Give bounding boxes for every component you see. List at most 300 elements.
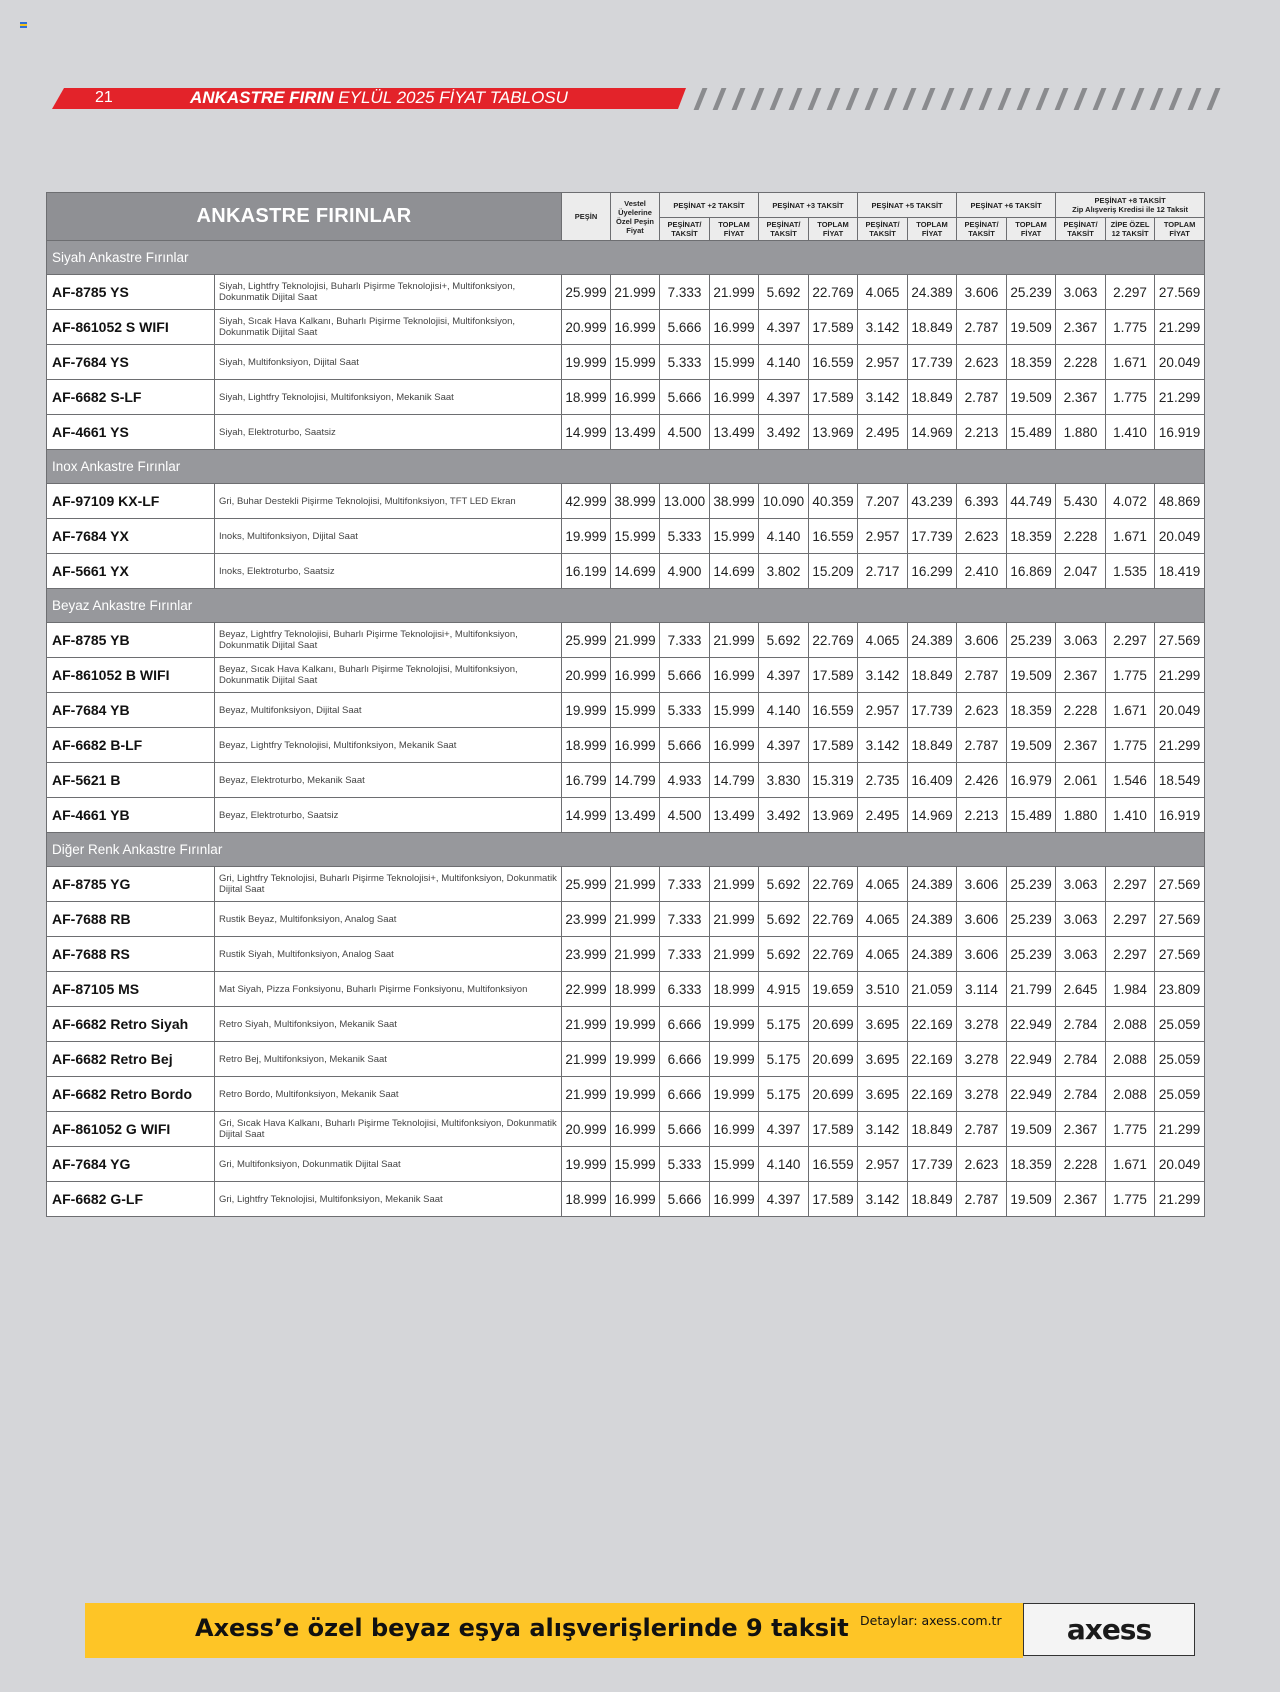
price-cell: 20.699 [809, 1007, 858, 1042]
price-cell: 18.849 [908, 380, 957, 415]
stripe-decoration [1017, 88, 1031, 110]
price-cell: 1.775 [1106, 1182, 1155, 1217]
price-cell: 3.114 [957, 972, 1007, 1007]
table-row [47, 519, 1205, 554]
price-cell: 3.142 [858, 728, 908, 763]
price-cell: 3.606 [957, 275, 1007, 310]
price-cell: 3.695 [858, 1007, 908, 1042]
price-cell: 21.999 [562, 1077, 611, 1112]
price-cell: 1.410 [1106, 415, 1155, 450]
price-cell: 21.999 [710, 275, 759, 310]
model-cell: AF-7684 YX [47, 519, 215, 554]
price-cell: 2.047 [1056, 554, 1106, 589]
price-cell: 16.919 [1155, 798, 1205, 833]
price-cell: 5.333 [660, 345, 710, 380]
description-cell: Rustik Siyah, Multifonksiyon, Analog Saat [215, 937, 562, 972]
price-cell: 7.333 [660, 867, 710, 902]
price-cell: 19.999 [611, 1007, 660, 1042]
price-cell: 6.666 [660, 1077, 710, 1112]
price-cell: 1.984 [1106, 972, 1155, 1007]
stripe-decoration [998, 88, 1012, 110]
price-cell: 2.784 [1056, 1042, 1106, 1077]
price-cell: 16.559 [809, 345, 858, 380]
model-cell: AF-7684 YG [47, 1147, 215, 1182]
col-vestel-price: Vestel Üyelerine Özel Peşin Fiyat [611, 193, 660, 241]
table-row [47, 937, 1205, 972]
price-cell: 2.367 [1056, 380, 1106, 415]
price-cell: 19.999 [562, 693, 611, 728]
price-cell: 4.397 [759, 1112, 809, 1147]
price-cell: 15.319 [809, 763, 858, 798]
price-cell: 1.410 [1106, 798, 1155, 833]
price-cell: 21.999 [611, 937, 660, 972]
price-cell: 21.999 [611, 275, 660, 310]
price-cell: 5.333 [660, 519, 710, 554]
price-cell: 25.239 [1007, 937, 1056, 972]
price-cell: 3.606 [957, 902, 1007, 937]
price-cell: 2.787 [957, 1112, 1007, 1147]
price-cell: 4.915 [759, 972, 809, 1007]
axess-logo: axess [1066, 1613, 1152, 1646]
stripe-decoration [713, 88, 727, 110]
price-cell: 2.297 [1106, 937, 1155, 972]
price-cell: 4.065 [858, 867, 908, 902]
price-cell: 22.769 [809, 275, 858, 310]
description-cell: Siyah, Lightfry Teknolojisi, Multifonksiyon, Mekanik Saat [215, 380, 562, 415]
price-cell: 3.492 [759, 415, 809, 450]
price-cell: 3.063 [1056, 902, 1106, 937]
price-cell: 27.569 [1155, 275, 1205, 310]
price-cell: 1.880 [1056, 415, 1106, 450]
price-cell: 43.239 [908, 484, 957, 519]
price-cell: 1.775 [1106, 310, 1155, 345]
price-cell: 18.999 [562, 380, 611, 415]
price-cell: 7.333 [660, 902, 710, 937]
price-cell: 21.999 [611, 902, 660, 937]
price-cell: 3.142 [858, 658, 908, 693]
price-cell: 20.999 [562, 1112, 611, 1147]
table-row [47, 763, 1205, 798]
price-cell: 16.919 [1155, 415, 1205, 450]
price-cell: 22.949 [1007, 1007, 1056, 1042]
price-cell: 15.999 [611, 693, 660, 728]
price-cell: 16.999 [710, 728, 759, 763]
table-row [47, 1182, 1205, 1217]
price-cell: 27.569 [1155, 937, 1205, 972]
price-cell: 6.666 [660, 1042, 710, 1077]
table-row [47, 554, 1205, 589]
price-cell: 2.410 [957, 554, 1007, 589]
price-cell: 16.999 [611, 1182, 660, 1217]
price-cell: 18.999 [611, 972, 660, 1007]
table-row [47, 693, 1205, 728]
price-cell: 10.090 [759, 484, 809, 519]
price-cell: 18.999 [710, 972, 759, 1007]
price-cell: 14.999 [562, 415, 611, 450]
price-cell: 17.589 [809, 1112, 858, 1147]
price-cell: 44.749 [1007, 484, 1056, 519]
model-cell: AF-87105 MS [47, 972, 215, 1007]
table-row [47, 1042, 1205, 1077]
price-cell: 18.359 [1007, 519, 1056, 554]
sub-pesinat: PEŞİNAT/ TAKSİT [858, 218, 908, 241]
price-cell: 5.175 [759, 1007, 809, 1042]
price-cell: 4.397 [759, 380, 809, 415]
stripe-decoration [770, 88, 784, 110]
price-cell: 19.509 [1007, 380, 1056, 415]
price-cell: 2.088 [1106, 1007, 1155, 1042]
model-cell: AF-861052 G WIFI [47, 1112, 215, 1147]
price-cell: 1.880 [1056, 798, 1106, 833]
price-cell: 3.142 [858, 1112, 908, 1147]
price-cell: 19.999 [611, 1042, 660, 1077]
price-cell: 16.999 [611, 1112, 660, 1147]
price-cell: 18.359 [1007, 345, 1056, 380]
price-cell: 3.142 [858, 310, 908, 345]
table-row [47, 728, 1205, 763]
model-cell: AF-7688 RB [47, 902, 215, 937]
price-cell: 21.299 [1155, 658, 1205, 693]
price-cell: 6.333 [660, 972, 710, 1007]
model-cell: AF-861052 S WIFI [47, 310, 215, 345]
model-cell: AF-6682 Retro Bordo [47, 1077, 215, 1112]
price-cell: 15.489 [1007, 798, 1056, 833]
price-cell: 4.140 [759, 519, 809, 554]
price-cell: 4.397 [759, 1182, 809, 1217]
price-cell: 5.666 [660, 310, 710, 345]
sub-pesinat: PEŞİNAT/ TAKSİT [660, 218, 710, 241]
description-cell: Retro Bej, Multifonksiyon, Mekanik Saat [215, 1042, 562, 1077]
sub-toplam: TOPLAM FİYAT [908, 218, 957, 241]
price-cell: 15.999 [611, 1147, 660, 1182]
price-cell: 14.999 [562, 798, 611, 833]
price-cell: 13.969 [809, 415, 858, 450]
price-cell: 24.389 [908, 902, 957, 937]
price-cell: 2.495 [858, 415, 908, 450]
price-cell: 2.061 [1056, 763, 1106, 798]
price-cell: 2.297 [1106, 867, 1155, 902]
price-cell: 1.671 [1106, 693, 1155, 728]
price-cell: 3.695 [858, 1077, 908, 1112]
price-cell: 1.775 [1106, 1112, 1155, 1147]
section-header-row [47, 241, 1205, 275]
price-cell: 13.499 [710, 415, 759, 450]
model-cell: AF-861052 B WIFI [47, 658, 215, 693]
price-cell: 14.799 [710, 763, 759, 798]
price-cell: 19.999 [611, 1077, 660, 1112]
price-cell: 16.799 [562, 763, 611, 798]
description-cell: Beyaz, Lightfry Teknolojisi, Multifonksiyon, Mekanik Saat [215, 728, 562, 763]
price-cell: 22.769 [809, 937, 858, 972]
price-cell: 21.999 [611, 867, 660, 902]
price-cell: 2.088 [1106, 1077, 1155, 1112]
price-cell: 3.278 [957, 1077, 1007, 1112]
table-row [47, 658, 1205, 693]
description-cell: Beyaz, Multifonksiyon, Dijital Saat [215, 693, 562, 728]
footer-headline: Axess’e özel beyaz eşya alışverişlerinde 9 taksit [195, 1614, 849, 1642]
price-cell: 4.065 [858, 623, 908, 658]
price-cell: 48.869 [1155, 484, 1205, 519]
price-cell: 3.695 [858, 1042, 908, 1077]
price-cell: 2.645 [1056, 972, 1106, 1007]
price-cell: 3.606 [957, 623, 1007, 658]
price-cell: 25.059 [1155, 1042, 1205, 1077]
price-cell: 4.900 [660, 554, 710, 589]
description-cell: Inoks, Elektroturbo, Saatsiz [215, 554, 562, 589]
price-cell: 18.849 [908, 658, 957, 693]
price-cell: 16.999 [611, 310, 660, 345]
price-cell: 42.999 [562, 484, 611, 519]
price-cell: 21.999 [611, 623, 660, 658]
price-cell: 17.739 [908, 345, 957, 380]
price-cell: 17.589 [809, 658, 858, 693]
model-cell: AF-7684 YB [47, 693, 215, 728]
price-cell: 5.333 [660, 693, 710, 728]
description-cell: Gri, Multifonksiyon, Dokunmatik Dijital Saat [215, 1147, 562, 1182]
price-cell: 3.278 [957, 1007, 1007, 1042]
stripe-decoration [941, 88, 955, 110]
price-cell: 15.209 [809, 554, 858, 589]
description-cell: Inoks, Multifonksiyon, Dijital Saat [215, 519, 562, 554]
price-cell: 2.495 [858, 798, 908, 833]
price-cell: 17.589 [809, 1182, 858, 1217]
price-cell: 2.367 [1056, 658, 1106, 693]
price-cell: 13.969 [809, 798, 858, 833]
price-cell: 20.999 [562, 658, 611, 693]
price-cell: 16.999 [710, 658, 759, 693]
price-cell: 24.389 [908, 937, 957, 972]
table-row [47, 972, 1205, 1007]
price-cell: 22.769 [809, 902, 858, 937]
price-cell: 1.775 [1106, 658, 1155, 693]
price-cell: 14.699 [611, 554, 660, 589]
price-cell: 4.140 [759, 693, 809, 728]
price-cell: 2.787 [957, 1182, 1007, 1217]
stripe-decoration [865, 88, 879, 110]
price-cell: 19.659 [809, 972, 858, 1007]
table-row [47, 1077, 1205, 1112]
price-cell: 15.999 [710, 1147, 759, 1182]
price-cell: 15.999 [611, 519, 660, 554]
section-header-row [47, 450, 1205, 484]
price-cell: 22.949 [1007, 1042, 1056, 1077]
price-cell: 40.359 [809, 484, 858, 519]
section-title: Inox Ankastre Fırınlar [47, 450, 1205, 484]
price-cell: 25.999 [562, 867, 611, 902]
stripe-decoration [922, 88, 936, 110]
price-cell: 21.999 [710, 902, 759, 937]
description-cell: Gri, Buhar Destekli Pişirme Teknolojisi, Multifonksiyon, TFT LED Ekran [215, 484, 562, 519]
price-cell: 16.999 [611, 380, 660, 415]
price-cell: 17.739 [908, 1147, 957, 1182]
price-cell: 25.239 [1007, 275, 1056, 310]
price-cell: 18.849 [908, 1112, 957, 1147]
model-cell: AF-6682 G-LF [47, 1182, 215, 1217]
price-cell: 3.802 [759, 554, 809, 589]
price-cell: 14.969 [908, 415, 957, 450]
description-cell: Rustik Beyaz, Multifonksiyon, Analog Saat [215, 902, 562, 937]
price-cell: 19.999 [710, 1077, 759, 1112]
table-row [47, 484, 1205, 519]
section-header-row [47, 589, 1205, 623]
price-cell: 4.065 [858, 937, 908, 972]
price-cell: 27.569 [1155, 623, 1205, 658]
section-title: Siyah Ankastre Fırınlar [47, 241, 1205, 275]
price-cell: 16.999 [710, 1112, 759, 1147]
group-header: PEŞİNAT +6 TAKSİT [957, 193, 1056, 218]
price-cell: 3.606 [957, 867, 1007, 902]
price-cell: 18.849 [908, 728, 957, 763]
model-cell: AF-6682 B-LF [47, 728, 215, 763]
model-cell: AF-4661 YS [47, 415, 215, 450]
table-row [47, 1007, 1205, 1042]
price-cell: 25.239 [1007, 623, 1056, 658]
price-cell: 19.999 [562, 1147, 611, 1182]
stripe-decoration [979, 88, 993, 110]
price-cell: 3.063 [1056, 275, 1106, 310]
price-cell: 7.207 [858, 484, 908, 519]
price-cell: 16.999 [611, 658, 660, 693]
price-cell: 2.213 [957, 415, 1007, 450]
price-cell: 2.088 [1106, 1042, 1155, 1077]
description-cell: Siyah, Lightfry Teknolojisi, Buharlı Pişirme Teknolojisi+, Multifonksiyon, Dokunmatik Dijital Saat [215, 275, 562, 310]
price-cell: 4.500 [660, 798, 710, 833]
price-cell: 5.692 [759, 902, 809, 937]
price-cell: 22.999 [562, 972, 611, 1007]
price-cell: 20.049 [1155, 345, 1205, 380]
price-cell: 16.999 [710, 1182, 759, 1217]
price-cell: 19.509 [1007, 658, 1056, 693]
price-cell: 7.333 [660, 275, 710, 310]
price-cell: 20.699 [809, 1042, 858, 1077]
price-cell: 2.784 [1056, 1077, 1106, 1112]
price-cell: 2.623 [957, 519, 1007, 554]
price-cell: 2.297 [1106, 623, 1155, 658]
price-cell: 13.000 [660, 484, 710, 519]
price-cell: 2.787 [957, 380, 1007, 415]
price-cell: 16.559 [809, 519, 858, 554]
price-cell: 18.359 [1007, 1147, 1056, 1182]
sub-pesinat: PEŞİNAT/ TAKSİT [1056, 218, 1106, 241]
price-cell: 20.049 [1155, 1147, 1205, 1182]
price-cell: 21.999 [562, 1042, 611, 1077]
price-cell: 17.589 [809, 380, 858, 415]
price-cell: 1.671 [1106, 519, 1155, 554]
price-cell: 5.175 [759, 1077, 809, 1112]
table-row [47, 1112, 1205, 1147]
table-row [47, 310, 1205, 345]
description-cell: Siyah, Multifonksiyon, Dijital Saat [215, 345, 562, 380]
section-header-row [47, 833, 1205, 867]
price-cell: 15.999 [611, 345, 660, 380]
price-cell: 1.671 [1106, 345, 1155, 380]
sub-toplam: TOPLAM FİYAT [809, 218, 858, 241]
price-cell: 18.549 [1155, 763, 1205, 798]
price-cell: 23.999 [562, 902, 611, 937]
price-cell: 2.367 [1056, 1182, 1106, 1217]
model-cell: AF-5621 B [47, 763, 215, 798]
price-cell: 16.999 [611, 728, 660, 763]
description-cell: Beyaz, Elektroturbo, Mekanik Saat [215, 763, 562, 798]
model-cell: AF-6682 Retro Siyah [47, 1007, 215, 1042]
price-cell: 6.666 [660, 1007, 710, 1042]
price-cell: 7.333 [660, 937, 710, 972]
model-cell: AF-8785 YB [47, 623, 215, 658]
price-cell: 18.359 [1007, 693, 1056, 728]
description-cell: Beyaz, Lightfry Teknolojisi, Buharlı Pişirme Teknolojisi+, Multifonksiyon, Dokunmatik Dijital Saat [215, 623, 562, 658]
price-cell: 5.666 [660, 658, 710, 693]
table-row [47, 415, 1205, 450]
price-cell: 22.949 [1007, 1077, 1056, 1112]
stripe-decoration [1055, 88, 1069, 110]
price-cell: 3.142 [858, 1182, 908, 1217]
footer-brand-box [1023, 1603, 1195, 1656]
price-cell: 17.739 [908, 519, 957, 554]
model-cell: AF-6682 S-LF [47, 380, 215, 415]
price-cell: 16.999 [710, 310, 759, 345]
price-cell: 5.692 [759, 937, 809, 972]
sub-zipe: ZİPE ÖZEL 12 TAKSİT [1106, 218, 1155, 241]
sub-toplam: TOPLAM FİYAT [710, 218, 759, 241]
price-cell: 21.299 [1155, 380, 1205, 415]
stripe-decoration [827, 88, 841, 110]
price-cell: 38.999 [710, 484, 759, 519]
price-cell: 1.671 [1106, 1147, 1155, 1182]
price-cell: 22.169 [908, 1042, 957, 1077]
price-cell: 19.999 [562, 519, 611, 554]
price-cell: 2.228 [1056, 519, 1106, 554]
price-cell: 13.499 [611, 415, 660, 450]
stripe-decoration [1169, 88, 1183, 110]
price-cell: 22.169 [908, 1077, 957, 1112]
price-cell: 20.049 [1155, 519, 1205, 554]
price-cell: 4.065 [858, 902, 908, 937]
group8-line2: Zip Alışveriş Kredisi ile 12 Taksit [1072, 205, 1189, 214]
price-cell: 17.589 [809, 728, 858, 763]
table-row [47, 902, 1205, 937]
page-title-bold: ANKASTRE FIRIN [190, 88, 334, 107]
price-cell: 19.999 [710, 1042, 759, 1077]
price-cell: 4.065 [858, 275, 908, 310]
price-cell: 2.228 [1056, 1147, 1106, 1182]
price-cell: 23.999 [562, 937, 611, 972]
price-cell: 25.059 [1155, 1077, 1205, 1112]
description-cell: Siyah, Elektroturbo, Saatsiz [215, 415, 562, 450]
price-cell: 16.299 [908, 554, 957, 589]
table-row [47, 345, 1205, 380]
price-cell: 22.169 [908, 1007, 957, 1042]
sub-toplam: TOPLAM FİYAT [1007, 218, 1056, 241]
price-cell: 17.739 [908, 693, 957, 728]
footer-detail: Detaylar: axess.com.tr [860, 1613, 1002, 1628]
price-cell: 2.735 [858, 763, 908, 798]
decorative-stripes [690, 88, 1230, 110]
price-cell: 5.175 [759, 1042, 809, 1077]
price-cell: 5.666 [660, 1182, 710, 1217]
price-cell: 24.389 [908, 623, 957, 658]
price-cell: 16.999 [710, 380, 759, 415]
price-cell: 23.809 [1155, 972, 1205, 1007]
price-cell: 3.063 [1056, 937, 1106, 972]
description-cell: Beyaz, Elektroturbo, Saatsiz [215, 798, 562, 833]
description-cell: Gri, Lightfry Teknolojisi, Buharlı Pişirme Teknolojisi+, Multifonksiyon, Dokunmatik Dijital Saat [215, 867, 562, 902]
stripe-decoration [1207, 88, 1221, 110]
price-cell: 19.509 [1007, 310, 1056, 345]
price-cell: 19.509 [1007, 1182, 1056, 1217]
price-cell: 4.140 [759, 1147, 809, 1182]
price-cell: 19.999 [562, 345, 611, 380]
price-cell: 14.799 [611, 763, 660, 798]
